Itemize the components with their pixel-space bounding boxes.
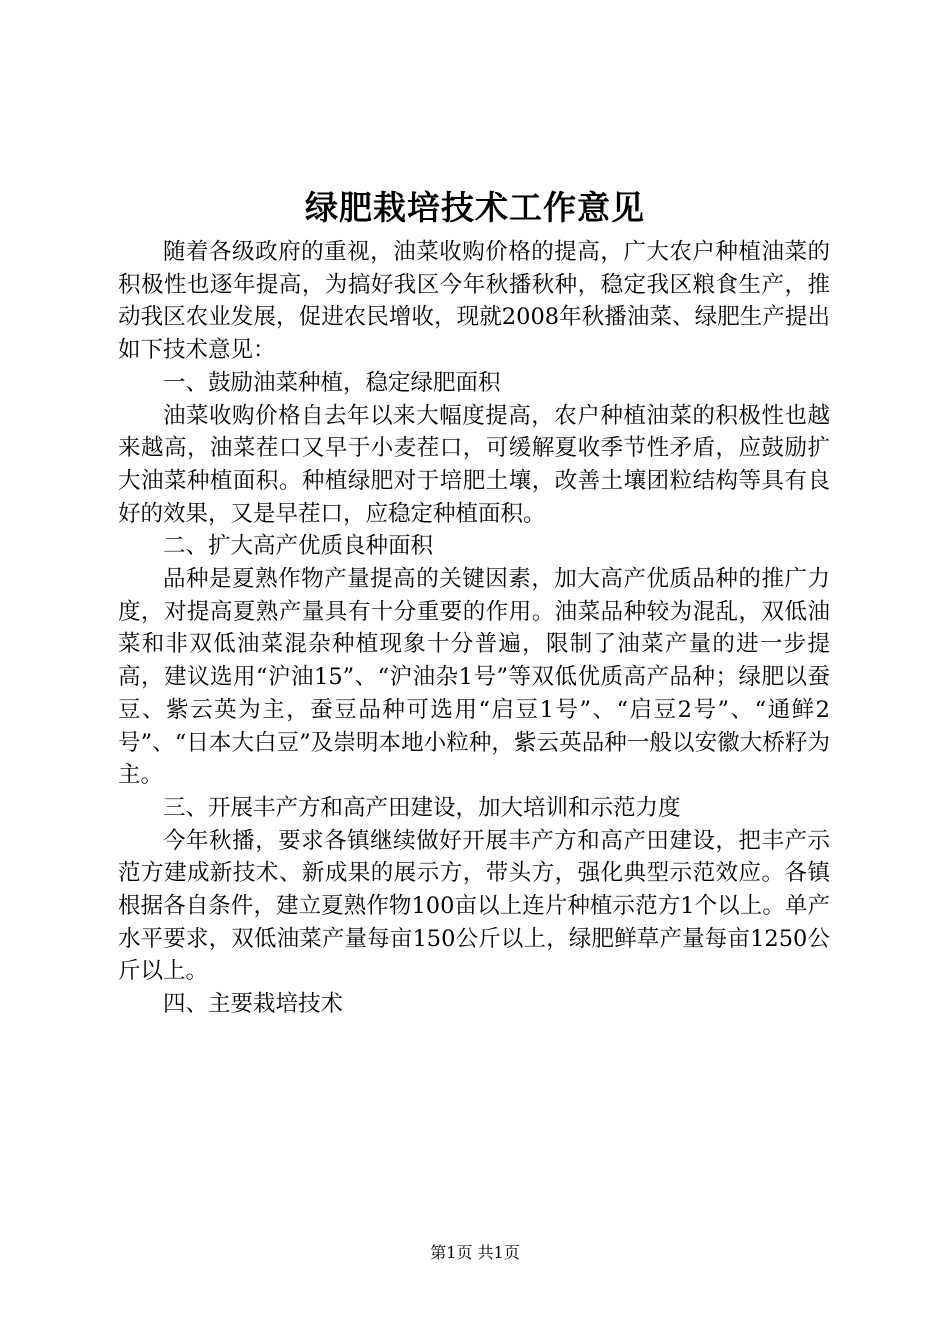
document-title: 绿肥栽培技术工作意见 <box>305 188 645 227</box>
intro-paragraph: 随着各级政府的重视，油菜收购价格的提高，广大农户种植油菜的积极性也逐年提高，为搞好我区今年秋播秋种，稳定我区粮食生产，推动我区农业发展，促进农民增收，现就2008年秋播油菜、绿肥生产提出如下技术意见： <box>118 239 830 364</box>
page-footer: 第1页 共1页 <box>430 1243 520 1262</box>
section-2-heading: 二、扩大高产优质良种面积 <box>163 533 434 560</box>
section-3-heading: 三、开展丰产方和高产田建设，加大培训和示范力度 <box>163 794 681 821</box>
section-1-heading: 一、鼓励油菜种植，稳定绿肥面积 <box>163 369 501 396</box>
section-4-heading: 四、主要栽培技术 <box>163 991 344 1018</box>
document-body <box>118 236 830 1021</box>
section-1-body: 油菜收购价格自去年以来大幅度提高，农户种植油菜的积极性也越来越高，油菜茬口又早于小麦茬口，可缓解夏收季节性矛盾，应鼓励扩大油菜种植面积。种植绿肥对于培肥土壤，改善土壤团粒结构等具有良好的效果，又是早茬口，应稳定种植面积。 <box>118 402 830 527</box>
section-2-body: 品种是夏熟作物产量提高的关键因素，加大高产优质品种的推广力度，对提高夏熟产量具有十分重要的作用。油菜品种较为混乱，双低油菜和非双低油菜混杂种植现象十分普遍，限制了油菜产量的进一步提高，建议选用“沪油15”、“沪油杂1号”等双低优质高产品种；绿肥以蚕豆、紫云英为主，蚕豆品种可选用“启豆1号”、“启豆2号”、“通鲜2号”、“日本大白豆”及崇明本地小粒种，紫云英品种一般以安徽大桥籽为主。 <box>118 566 830 789</box>
section-3-body: 今年秋播，要求各镇继续做好开展丰产方和高产田建设，把丰产示范方建成新技术、新成果的展示方，带头方，强化典型示范效应。各镇根据各自条件，建立夏熟作物100亩以上连片种植示范方1个以上。单产水平要求，双低油菜产量每亩150公斤以上，绿肥鲜草产量每亩1250公斤以上。 <box>118 827 830 985</box>
